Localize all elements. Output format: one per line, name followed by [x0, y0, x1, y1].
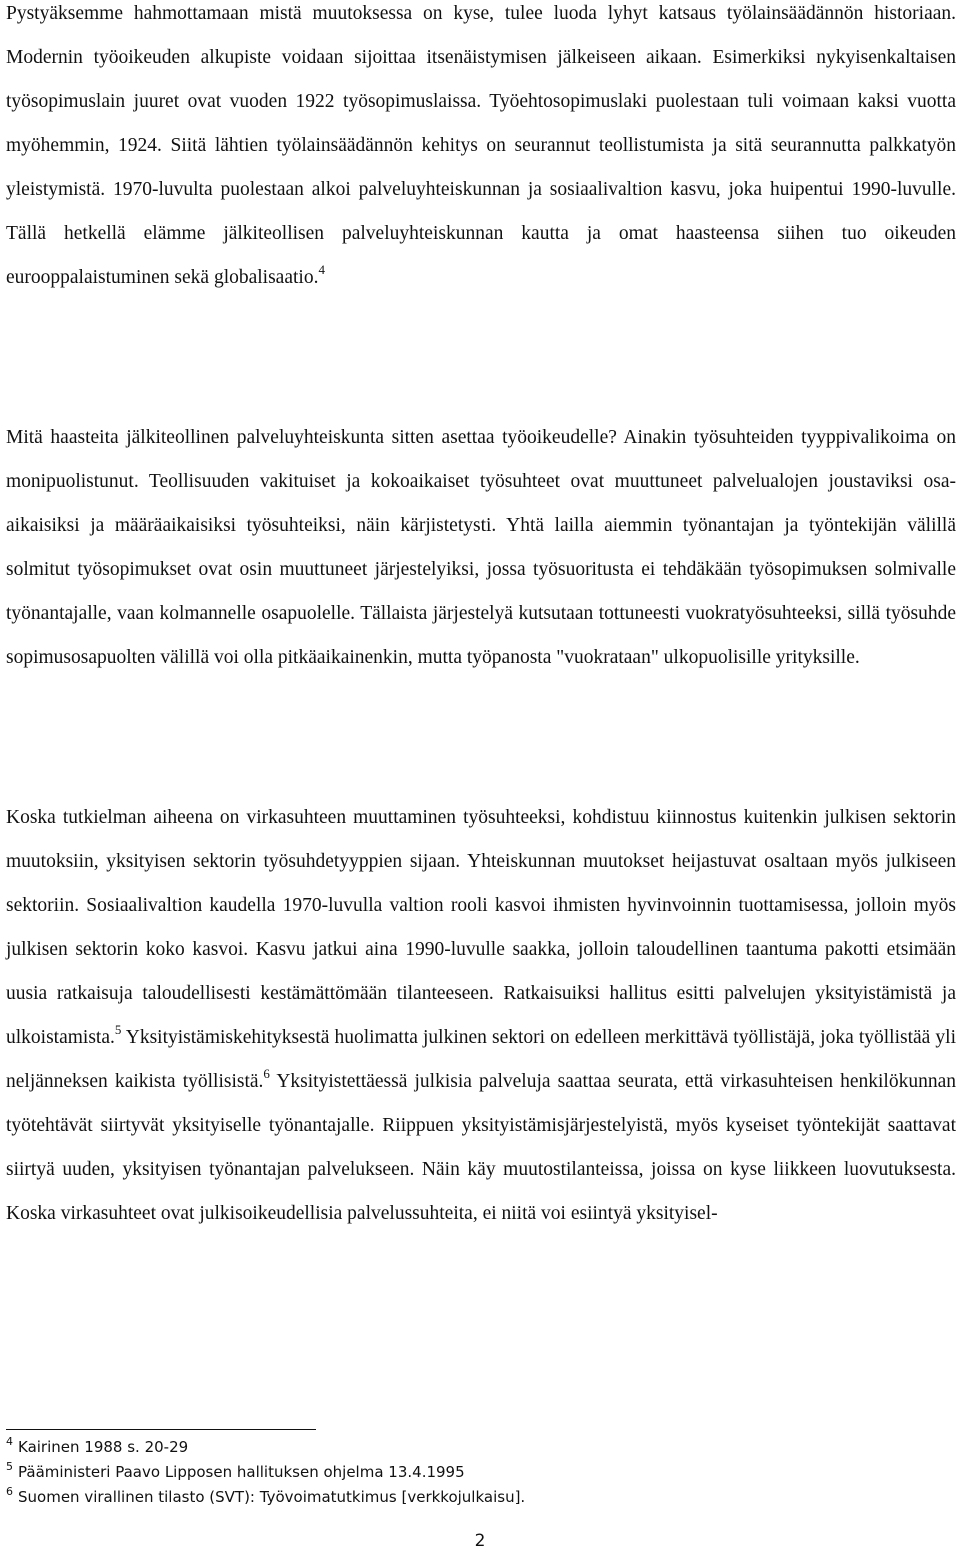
paragraph-challenges	[6, 416, 956, 680]
footnote-divider	[6, 1429, 316, 1430]
footnote-ref-5: 5	[114, 1022, 122, 1037]
footnote-item	[6, 1485, 906, 1510]
paragraph-text: Pystyäksemme hahmottamaan mistä muutoksessa on kyse, tulee luoda lyhyt katsaus työlainsäädännön historiaan. Modernin työoikeuden alkupiste voidaan sijoittaa itsenäistymisen jälkeiseen aikaan. Esimerkiksi nykyisenkaltaisen työsopimuslain juuret ovat vuoden 1922 työsopimuslaissa. Työehtosopimuslaki puolestaan tuli voimaan kaksi vuotta myöhemmin, 1924. Siitä lähtien työlainsäädännön kehitys on seurannut teollistumista ja sitä seurannutta palkkatyön yleistymistä. 1970-luvulta puolestaan alkoi palveluyhteiskunnan ja sosiaalivaltion kasvu, joka huipentui 1990-luvulle. Tällä hetkellä elämme jälkiteollisen palveluyhteiskunnan kautta ja omat haasteensa siihen tuo oikeuden eurooppalaistuminen sekä globalisaatio.	[6, 3, 956, 288]
footnote-number: 6	[6, 1485, 13, 1498]
footnote-list	[6, 1435, 906, 1510]
footnote-text: Pääministeri Paavo Lipposen hallituksen ohjelma 13.4.1995	[18, 1463, 465, 1481]
footnote-text: Kairinen 1988 s. 20-29	[18, 1438, 189, 1456]
footnote-text: Suomen virallinen tilasto (SVT): Työvoimatutkimus [verkkojulkaisu].	[18, 1488, 526, 1506]
footnote-item	[6, 1460, 906, 1485]
paragraph-public-sector	[6, 796, 956, 1236]
paragraph-history	[6, 0, 956, 300]
paragraph-text: Koska tutkielman aiheena on virkasuhteen muuttaminen työsuhteeksi, kohdistuu kiinnostus kuitenkin julkisen sektorin muutoksiin, yksityisen sektorin työsuhdetyyppien sijaan. Yhteiskunnan muutokset heijastuvat osaltaan myös julkiseen sektoriin. Sosiaalivaltion kaudella 1970-luvulla valtion rooli kasvoi ihmisten hyvinvoinnin tuottamisessa, jolloin myös julkisen sektorin koko kasvoi. Kasvu jatkui aina 1990-luvulle saakka, jolloin taloudellinen taantuma pakotti etsimään uusia ratkaisuja taloudellisesti kestämättömään tilanteeseen. Ratkaisuiksi hallitus esitti palvelujen yksityistämistä ja ulkoistamista.	[6, 807, 956, 1048]
footnote-ref-6: 6	[263, 1066, 270, 1081]
footnote-item	[6, 1435, 906, 1460]
footnote-ref-4: 4	[318, 262, 325, 277]
footnote-number: 4	[6, 1435, 13, 1448]
paragraph-text: Mitä haasteita jälkiteollinen palveluyhteiskunta sitten asettaa työoikeudelle? Ainakin työsuhteiden tyyppivalikoima on monipuolistunut. Teollisuuden vakituiset ja kokoaikaiset työsuhteet ovat muuttuneet palvelualojen joustaviksi osa-aikaisiksi ja määräaikaisiksi työsuhteiksi, näin kärjistetysti. Yhtä lailla aiemmin työnantajan ja työntekijän välillä solmitut työsopimukset ovat osin muuttuneet järjestelyiksi, jossa työsuoritusta ei tehdäkään työsopimuksen solmivalle työnantajalle, vaan kolmannelle osapuolelle. Tällaista järjestelyä kutsutaan tottuneesti vuokratyösuhteeksi, sillä työsuhde sopimusosapuolten välillä voi olla pitkäaikainenkin, mutta työpanosta "vuokrataan" ulkopuolisille yrityksille.	[6, 427, 956, 668]
footnote-number: 5	[6, 1460, 13, 1473]
paragraph-text: Yksityistämiskehityksestä huolimatta julkinen sektori on edelleen merkittävä työllistäjä, joka työllistää yli neljänneksen kaikista työllisistä.	[6, 1027, 956, 1092]
paragraph-text: Yksityistettäessä julkisia palveluja saattaa seurata, että virkasuhteisen henkilökunnan työtehtävät siirtyvät yksityiselle työnantajalle. Riippuen yksityistämisjärjestelyistä, myös kyseiset työntekijät saattavat siirtyä uuden, yksityisen työnantajan palvelukseen. Näin käy muutostilanteissa, joissa on kyse liikkeen luovutuksesta. Koska virkasuhteet ovat julkisoikeudellisia palvelussuhteita, ei niitä voi esiintyä yksityisel-	[6, 1071, 956, 1224]
page-number: 2	[474, 1531, 486, 1551]
